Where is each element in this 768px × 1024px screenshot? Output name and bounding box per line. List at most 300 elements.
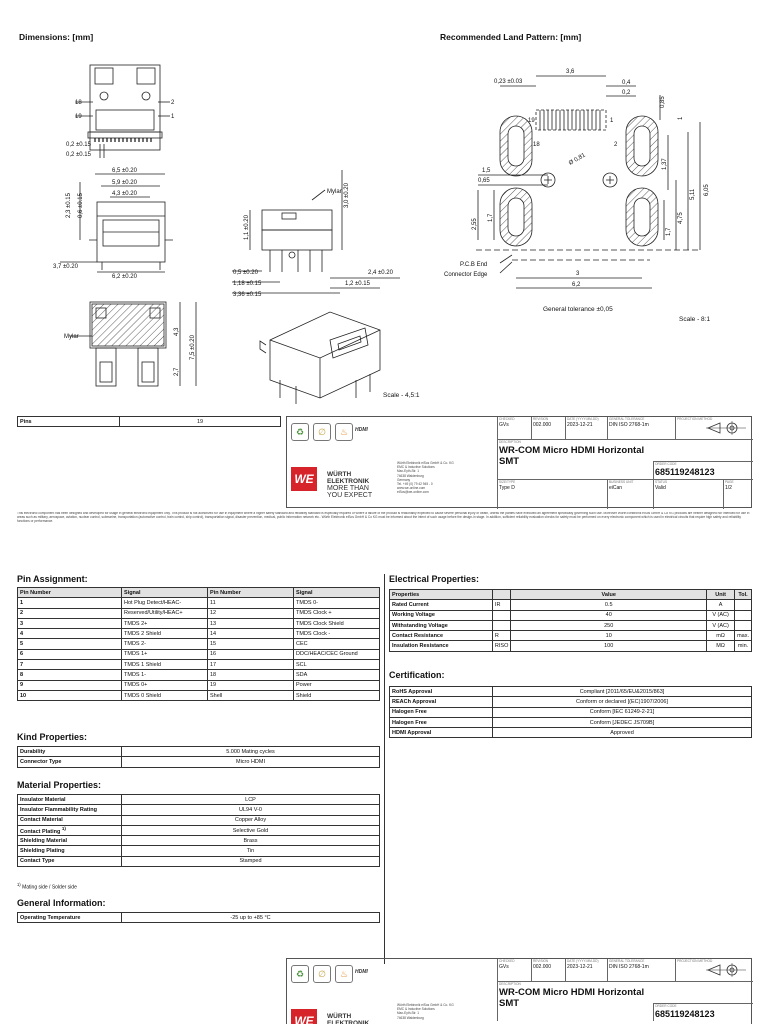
- page-cell: [723, 479, 753, 509]
- logo-line1: WÜRTH: [327, 471, 352, 478]
- cell: RISO: [492, 641, 510, 651]
- pins-value: 19: [120, 417, 281, 427]
- cell: SCL: [294, 660, 380, 670]
- order-code-cell: [653, 461, 753, 479]
- table-row: [18, 649, 380, 659]
- date-cell: [565, 417, 607, 439]
- label-pin19: 19: [75, 114, 82, 120]
- contact-plating-label: Contact Plating: [20, 828, 61, 835]
- land-dim-137: 1,37: [662, 158, 668, 170]
- cell: TMDS 2-: [122, 639, 208, 649]
- cell: A: [707, 600, 735, 610]
- signal-header: Signal: [122, 588, 208, 598]
- label-pin1: 1: [171, 114, 175, 120]
- table-row: [18, 660, 380, 670]
- land-dim-475: 4,75: [678, 212, 684, 224]
- table-row: [18, 747, 380, 757]
- order-code-header: ORDER CODE: [655, 462, 677, 466]
- material-properties-title: Material Properties:: [17, 780, 102, 790]
- cell: Copper Alloy: [122, 815, 380, 825]
- status-cell: [653, 479, 723, 509]
- description-value: WR-COM Micro HDMI Horizontal SMT: [499, 444, 645, 467]
- table-row: [18, 815, 380, 825]
- dim-d15: 2,4 ±0.20: [368, 270, 393, 276]
- land-dim-023: 0,23 ±0.03: [494, 79, 523, 85]
- halogen-free-icon: ♨: [335, 965, 353, 983]
- cell: Shielding Material: [18, 836, 122, 846]
- cell: RoHS Approval: [390, 687, 493, 697]
- pcb-end-label: P.C.B End: [460, 262, 488, 268]
- we-logo-text: [327, 471, 372, 499]
- table-row: [18, 680, 380, 690]
- land-dim-3: 3: [576, 271, 580, 277]
- cell: mΩ: [707, 631, 735, 641]
- cell: Stamped: [122, 856, 380, 866]
- cell: Conform [JEDEC JS709B]: [493, 717, 752, 727]
- projection-symbol-icon: [706, 963, 746, 977]
- date-cell: [565, 959, 607, 981]
- address-line: Würth Elektronik eiSos GmbH & Co. KG: [397, 1003, 454, 1007]
- cell: Shell: [208, 690, 294, 700]
- table-row: [390, 697, 752, 707]
- land-dim-15: 1,5: [482, 168, 491, 174]
- tagline2: YOU EXPECT: [327, 492, 373, 499]
- general-information-title: General Information:: [17, 898, 106, 908]
- checked-cell: [497, 417, 531, 439]
- revision-value: 002.000: [533, 421, 552, 428]
- company-address: [397, 1003, 454, 1020]
- cell: SDA: [294, 670, 380, 680]
- table-row: [390, 641, 752, 651]
- cell: [492, 610, 510, 620]
- dim-d4: 5,9 ±0.20: [112, 180, 137, 186]
- cell: Connector Type: [18, 757, 122, 767]
- cell: Insulation Resistance: [390, 641, 493, 651]
- cell: 6: [18, 649, 122, 659]
- revision-cell: [531, 959, 565, 981]
- projection-cell: [675, 959, 753, 981]
- cell: TMDS Clock +: [294, 608, 380, 618]
- land-pin19: 19: [528, 118, 535, 124]
- cell: Approved: [493, 728, 752, 738]
- tolerance-value: DIN ISO 2768-1m: [609, 963, 649, 970]
- kind-properties-table: [17, 746, 380, 768]
- page-value: 1/2: [725, 484, 732, 491]
- company-address: [397, 461, 454, 495]
- cell: 12: [208, 608, 294, 618]
- checked-value: GVs: [499, 421, 509, 428]
- size-value: Type D: [499, 484, 515, 491]
- cell: Operating Temperature: [18, 913, 122, 923]
- cell: DDC/HEAC/CEC Ground: [294, 649, 380, 659]
- tolerance-value: DIN ISO 2768-1m: [609, 421, 649, 428]
- electrical-properties-title: Electrical Properties:: [389, 574, 480, 584]
- dim-d18: 2,7: [174, 367, 180, 376]
- cell: Compliant [2011/65/EU&2015/863]: [493, 687, 752, 697]
- kind-properties-title: Kind Properties:: [17, 732, 88, 742]
- description-value: WR-COM Micro HDMI Horizontal SMT: [499, 986, 645, 1009]
- certification-table: [389, 686, 752, 738]
- cell: Working Voltage: [390, 610, 493, 620]
- title-block-bottom: [286, 958, 752, 1024]
- cell: TMDS 1 Shield: [122, 660, 208, 670]
- dim-d5: 4,3 ±0.20: [112, 191, 137, 197]
- table-row: [390, 687, 752, 697]
- table-row: [18, 618, 380, 628]
- cell: [735, 600, 752, 610]
- footnote-mark: 1): [17, 882, 21, 887]
- dim-d1: 0,2 ±0.15: [66, 142, 91, 148]
- cell: UL94 V-0: [122, 805, 380, 815]
- table-row: [390, 728, 752, 738]
- dim-d17: 4,3: [174, 327, 180, 336]
- signal-header: Signal: [294, 588, 380, 598]
- dim-d12: 0,5 ±0.20: [233, 270, 258, 276]
- tolerance-header: GENERAL TOLERANCE: [609, 417, 645, 421]
- date-value: 2023-12-21: [567, 963, 593, 970]
- hdmi-logo: HDMI: [355, 427, 368, 433]
- value-header: Value: [511, 590, 707, 600]
- cell: Withstanding Voltage: [390, 620, 493, 630]
- cell: Rated Current: [390, 600, 493, 610]
- land-dim-02: 0,2: [622, 90, 631, 96]
- cell: 14: [208, 629, 294, 639]
- pin-assignment-table: [17, 587, 380, 701]
- land-pin1: 1: [610, 118, 614, 124]
- cell: 16: [208, 649, 294, 659]
- dim-d13: 1,18 ±0.15: [233, 281, 262, 287]
- front-view-drawing: [89, 202, 173, 270]
- cell: 15: [208, 639, 294, 649]
- checked-header: CHECKED: [499, 959, 515, 963]
- land-dim-1: 1: [678, 116, 684, 120]
- tolerance-header: GENERAL TOLERANCE: [609, 959, 645, 963]
- cell: TMDS 2 Shield: [122, 629, 208, 639]
- cell: Hot Plug Detect/HEAC-: [122, 598, 208, 608]
- land-dim-17a: 1,7: [488, 213, 494, 222]
- date-header: DATE (YYYY-MM-DD): [567, 417, 599, 421]
- pin-header: Pin Number: [208, 588, 294, 598]
- land-dim-065: 0,65: [478, 178, 490, 184]
- cell: Micro HDMI: [122, 757, 380, 767]
- cell: Conform [IEC 61249-2-21]: [493, 707, 752, 717]
- reach-icon: ∅: [313, 423, 331, 441]
- cell: TMDS 0+: [122, 680, 208, 690]
- address-line: EMC & Inductive Solutions: [397, 465, 435, 470]
- cell: TMDS 0 Shield: [122, 690, 208, 700]
- cell: Shielding Plating: [18, 846, 122, 856]
- cell: 7: [18, 660, 122, 670]
- cell: Halogen Free: [390, 707, 493, 717]
- side-view-drawing: [262, 210, 332, 272]
- table-row: [18, 846, 380, 856]
- address-line: EMC & Inductive Solutions: [397, 1007, 435, 1012]
- mylar-label: Mylar: [327, 189, 342, 195]
- cell: CEC: [294, 639, 380, 649]
- order-code-value: 685119248123: [655, 1008, 715, 1019]
- table-row: [390, 717, 752, 727]
- dim-d16: 1,2 ±0.15: [345, 281, 370, 287]
- land-dim-04: 0,4: [622, 80, 631, 86]
- general-information-table: [17, 912, 380, 923]
- land-dim-511: 5,11: [690, 188, 696, 200]
- cell: 3: [18, 618, 122, 628]
- cell: 10: [511, 631, 707, 641]
- address-line: www.we-online.com: [397, 486, 426, 491]
- dim-d6: 2,3 ±0.15: [66, 193, 72, 218]
- logo-line1: WÜRTH: [327, 1013, 352, 1020]
- address-line: Würth Elektronik eiSos GmbH & Co. KG: [397, 461, 454, 465]
- disclaimer-text: This electronic component has been designed and developed for usage in general electronic equipment only. This product is not authorized for use in equipment where a higher safety standard and reliability standard is especially required or where a failure of the product is reasonably expected to cause severe personal injury or death, unless the parties have executed an agreement specifically governing such use. Moreover Würth Elektronik eiSos GmbH & Co KG products are neither designed nor intended for use in areas such as military, aerospace, aviation, nuclear control, submarine, transportation (automotive control, train control, ship control), transportation signal, disaster prevention, medical, public information network etc.. Würth Elektronik eiSos GmbH & Co KG must be informed about the intent of such usage before the design-in stage. In addition, sufficient reliability evaluation checks for safety must be performed on every electronic component which is used in electrical circuits that require high safety and reliability functions or performance.: [17, 512, 750, 523]
- cell: Contact Type: [18, 856, 122, 866]
- cell: LCP: [122, 795, 380, 805]
- cell: 100: [511, 641, 707, 651]
- dim-d2: 0,2 ±0.15: [66, 152, 91, 158]
- technical-drawing: [0, 40, 768, 410]
- cell: [492, 620, 510, 630]
- cell: 18: [208, 670, 294, 680]
- status-value: Valid: [655, 484, 666, 491]
- table-row: [18, 836, 380, 846]
- revision-header: REVISION: [533, 959, 549, 963]
- order-code-header: ORDER CODE: [655, 1004, 677, 1008]
- cell: TMDS 1+: [122, 649, 208, 659]
- size-cell: [497, 479, 607, 509]
- table-row: [18, 629, 380, 639]
- date-value: 2023-12-21: [567, 421, 593, 428]
- cell: 19: [208, 680, 294, 690]
- dim-d9: 6,2 ±0.20: [112, 274, 137, 280]
- cell: 11: [208, 598, 294, 608]
- land-pin18: 18: [533, 142, 540, 148]
- land-pattern-title: Recommended Land Pattern: [mm]: [440, 32, 582, 42]
- material-footnote: [17, 882, 77, 891]
- cell: min.: [735, 641, 752, 651]
- cell: V (AC): [707, 620, 735, 630]
- cell: Contact Resistance: [390, 631, 493, 641]
- cell: 1: [18, 598, 122, 608]
- cell: 13: [208, 618, 294, 628]
- rohs-icon: ♻: [291, 423, 309, 441]
- order-code-value: 685119248123: [655, 466, 715, 477]
- table-row: [18, 913, 380, 923]
- projection-header: PROJECTION METHOD: [677, 417, 713, 421]
- cell: Shield: [294, 690, 380, 700]
- page-header: PAGE: [725, 480, 734, 484]
- cell: Brass: [122, 836, 380, 846]
- dim-d3: 6,5 ±0.20: [112, 168, 137, 174]
- cell: 8: [18, 670, 122, 680]
- compliance-icons: [291, 423, 357, 445]
- cell: 17: [208, 660, 294, 670]
- table-row: [18, 690, 380, 700]
- general-tolerance: General tolerance ±0,05: [543, 306, 613, 313]
- properties-header: Properties: [390, 590, 493, 600]
- revision-header: REVISION: [533, 417, 549, 421]
- table-row: [390, 610, 752, 620]
- cell: REACh Approval: [390, 697, 493, 707]
- land-dim-62: 6,2: [572, 282, 581, 288]
- hdmi-logo: HDMI: [355, 969, 368, 975]
- tol-header: Tol.: [735, 590, 752, 600]
- scale-main: Scale - 4,5:1: [383, 392, 420, 399]
- business-header: BUSINESS UNIT: [609, 480, 634, 484]
- cell: 40: [511, 610, 707, 620]
- cell: 0.5: [511, 600, 707, 610]
- checked-cell: [497, 959, 531, 981]
- pin-header: Pin Number: [18, 588, 122, 598]
- scale-land: Scale - 8:1: [679, 316, 711, 323]
- pins-label: Pins: [18, 417, 120, 427]
- cell: 5.000 Mating cycles: [122, 747, 380, 757]
- land-pin2: 2: [614, 142, 618, 148]
- dim-d11: 3,0 ±0.20: [344, 183, 350, 208]
- cell: TMDS 1-: [122, 670, 208, 680]
- land-dim-255: 2,55: [472, 218, 478, 230]
- certification-title: Certification:: [389, 670, 445, 680]
- column-divider: [384, 574, 385, 964]
- table-row: [18, 598, 380, 608]
- table-row: [18, 757, 380, 767]
- table-row: [18, 795, 380, 805]
- tagline1: MORE THAN: [327, 485, 369, 492]
- cell: [735, 610, 752, 620]
- land-dim-085: 0,85: [660, 96, 666, 108]
- land-dim-605: 6,05: [704, 184, 710, 196]
- cell: Insulator Flammability Rating: [18, 805, 122, 815]
- cell: 250: [511, 620, 707, 630]
- pin-assignment-title: Pin Assignment:: [17, 574, 88, 584]
- address-line: Max-Eyth-Str. 1: [397, 1011, 419, 1016]
- projection-header: PROJECTION METHOD: [677, 959, 713, 963]
- checked-header: CHECKED: [499, 417, 515, 421]
- cell: V (AC): [707, 610, 735, 620]
- address-line: 74638 Waldenburg: [397, 473, 424, 478]
- cell: 9: [18, 680, 122, 690]
- table-row: [18, 639, 380, 649]
- cell: Power: [294, 680, 380, 690]
- size-header: SIZE/TYPE: [499, 480, 516, 484]
- table-row: [18, 670, 380, 680]
- revision-cell: [531, 417, 565, 439]
- cell: 4: [18, 629, 122, 639]
- material-properties-table: [17, 794, 380, 867]
- cell: Selective Gold: [122, 825, 380, 835]
- logo-line2: ELEKTRONIK: [327, 1020, 370, 1024]
- cell: R: [492, 631, 510, 641]
- dim-d19: 7,5 ±0.20: [190, 335, 196, 360]
- address-line: Germany: [397, 477, 411, 482]
- tolerance-cell: [607, 417, 675, 439]
- land-dim-081: Ø 0,81: [568, 152, 587, 167]
- cell: IR: [492, 600, 510, 610]
- cell: TMDS Clock -: [294, 629, 380, 639]
- address-line: 74638 Waldenburg: [397, 1015, 424, 1020]
- business-cell: [607, 479, 653, 509]
- cell: HDMI Approval: [390, 728, 493, 738]
- symbol-header: [492, 590, 510, 600]
- cell: Contact Material: [18, 815, 122, 825]
- address-line: Max-Eyth-Str. 1: [397, 469, 419, 474]
- land-dim-36: 3,6: [566, 69, 575, 75]
- footnote-text: Mating side / Solder side: [22, 884, 77, 891]
- table-row: [390, 631, 752, 641]
- pins-table: [17, 416, 281, 427]
- iso-view-drawing: [260, 312, 380, 404]
- reach-icon: ∅: [313, 965, 331, 983]
- cell: Conform or declared [(EC)1907/2006]: [493, 697, 752, 707]
- business-value: eiCan: [609, 484, 623, 491]
- halogen-free-icon: ♨: [335, 423, 353, 441]
- cell: [735, 620, 752, 630]
- compliance-icons: [291, 965, 357, 987]
- cell: Tin: [122, 846, 380, 856]
- cell: Reserved/Utility/HEAC+: [122, 608, 208, 618]
- projection-cell: [675, 417, 753, 439]
- revision-value: 002.000: [533, 963, 552, 970]
- table-row: [18, 856, 380, 866]
- table-row: [18, 825, 380, 835]
- tolerance-cell: [607, 959, 675, 981]
- address-line: eiSos@we-online.com: [397, 490, 429, 495]
- table-row: [390, 600, 752, 610]
- cell: -25 up to +85 °C: [122, 913, 380, 923]
- cell: 2: [18, 608, 122, 618]
- address-line: Tel. +49 (0) 79 42 945 - 0: [397, 482, 433, 487]
- cell: Durability: [18, 747, 122, 757]
- mylar-label-bottom: Mylar: [64, 334, 79, 340]
- dim-d8: 3,7 ±0.20: [53, 264, 78, 270]
- label-pin18: 18: [75, 100, 82, 106]
- cell: TMDS Clock Shield: [294, 618, 380, 628]
- electrical-properties-table: [389, 589, 752, 652]
- projection-symbol-icon: [706, 421, 746, 435]
- we-logo-icon: WE: [291, 1009, 317, 1024]
- we-logo-icon: WE: [291, 467, 317, 491]
- footnote-mark: 1): [61, 826, 66, 832]
- rohs-icon: ♻: [291, 965, 309, 983]
- table-row: [390, 707, 752, 717]
- dim-d7: 0,6 ±0.15: [78, 193, 84, 218]
- date-header: DATE (YYYY-MM-DD): [567, 959, 599, 963]
- dim-d14: 3,36 ±0.15: [233, 292, 262, 298]
- table-row: [390, 620, 752, 630]
- cell: TMDS 2+: [122, 618, 208, 628]
- top-view-drawing: [88, 65, 162, 150]
- description-header: DESCRIPTION: [499, 982, 521, 986]
- table-row: [18, 608, 380, 618]
- cell: TMDS 0-: [294, 598, 380, 608]
- cell: Insulator Material: [18, 795, 122, 805]
- checked-value: GVs: [499, 963, 509, 970]
- status-header: STATUS: [655, 480, 668, 484]
- cell: [18, 825, 122, 835]
- dimensions-title: Dimensions: [mm]: [19, 32, 94, 42]
- land-dim-17b: 1,7: [666, 227, 672, 236]
- cell: Halogen Free: [390, 717, 493, 727]
- connector-edge-label: Connector Edge: [444, 272, 488, 278]
- logo-line2: ELEKTRONIK: [327, 478, 370, 485]
- cell: 5: [18, 639, 122, 649]
- unit-header: Unit: [707, 590, 735, 600]
- cell: max.: [735, 631, 752, 641]
- table-row: [18, 805, 380, 815]
- order-code-cell: [653, 1003, 753, 1021]
- label-pin2: 2: [171, 100, 175, 106]
- cell: 10: [18, 690, 122, 700]
- bottom-view-drawing: [90, 302, 166, 386]
- cell: MΩ: [707, 641, 735, 651]
